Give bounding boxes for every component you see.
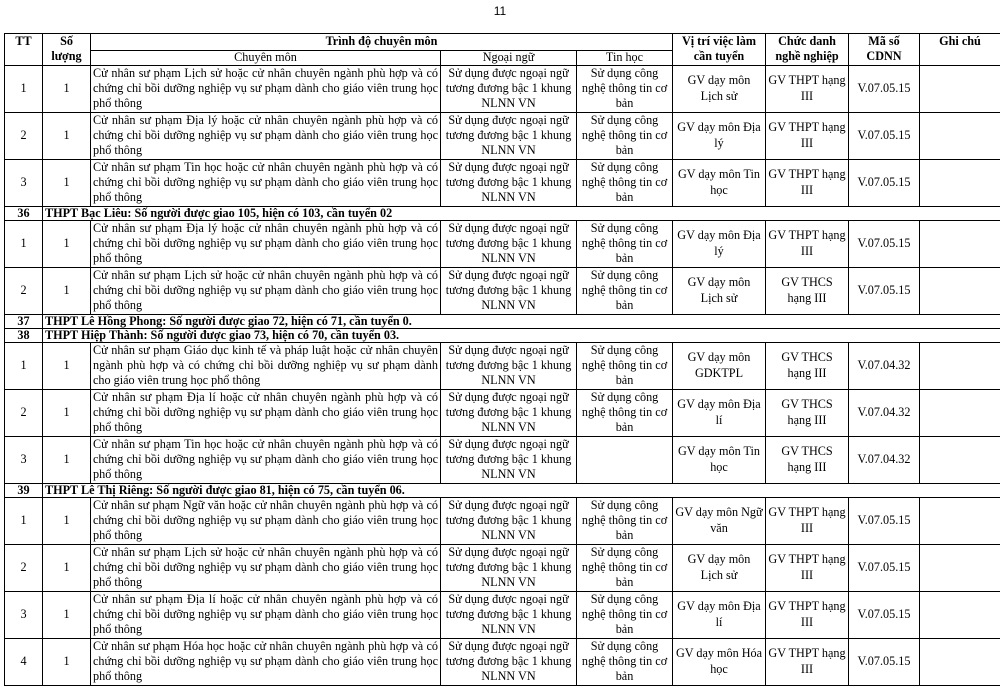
row-chuc-danh <box>766 112 849 159</box>
header-ma-so: Mã số CDNN <box>849 34 920 66</box>
section-number: 37 <box>5 314 43 328</box>
row-tin-hoc <box>577 112 673 159</box>
row-chuyen-mon-text: Cử nhân sư phạm Địa lí hoặc cử nhân chuyên ngành phù hợp và có chứng chỉ bồi dưỡng nghiệp vụ sư phạm dành cho giáo viên trung học phổ thông <box>93 389 438 435</box>
table-row <box>5 267 1000 314</box>
section-number: 38 <box>5 328 43 342</box>
row-chuc-danh <box>766 159 849 206</box>
row-vi-tri <box>673 544 766 591</box>
row-tin-hoc <box>577 544 673 591</box>
row-chuyen-mon <box>91 267 441 314</box>
section-row <box>5 206 1000 220</box>
row-tt-text: 1 <box>20 512 27 527</box>
row-vi-tri-text: GV dạy môn Địa lí <box>677 397 761 427</box>
row-tin-hoc <box>577 389 673 436</box>
row-chuc-danh-text: GV THCS hạng III <box>781 444 833 474</box>
section-number: 39 <box>5 483 43 497</box>
row-ngoai-ngu-text: Sử dụng được ngoại ngữ tương đương bậc 1 khung NLNN VN <box>445 65 572 111</box>
row-vi-tri <box>673 591 766 638</box>
row-chuyen-mon <box>91 638 441 685</box>
row-tin-hoc-text: Sử dụng công nghệ thông tin cơ bản <box>581 159 668 205</box>
row-ngoai-ngu-text: Sử dụng được ngoại ngữ tương đương bậc 1 khung NLNN VN <box>445 389 572 435</box>
row-so-luong-text: 1 <box>63 653 70 668</box>
row-vi-tri-text: GV dạy môn Lịch sử <box>687 73 751 103</box>
table-row <box>5 159 1000 206</box>
row-ghi-chu <box>920 267 1000 314</box>
header-chuc-danh: Chức danh nghề nghiệp <box>766 34 849 66</box>
row-vi-tri-text: GV dạy môn Tin học <box>677 444 761 474</box>
row-ma-so <box>849 638 920 685</box>
row-chuyen-mon <box>91 389 441 436</box>
row-tin-hoc-text: Sử dụng công nghệ thông tin cơ bản <box>581 389 668 435</box>
row-so-luong-text: 1 <box>63 80 70 95</box>
row-ma-so-text: V.07.04.32 <box>857 451 911 466</box>
row-ngoai-ngu-text: Sử dụng được ngoại ngữ tương đương bậc 1 khung NLNN VN <box>445 112 572 158</box>
row-so-luong-text: 1 <box>63 174 70 189</box>
row-ma-so-text: V.07.05.15 <box>857 512 911 527</box>
row-tt-text: 1 <box>20 235 27 250</box>
row-vi-tri-text: GV dạy môn GDKTPL <box>687 350 751 380</box>
row-tin-hoc <box>577 497 673 544</box>
row-ngoai-ngu <box>441 544 577 591</box>
row-chuyen-mon-text: Cử nhân sư phạm Hóa học hoặc cử nhân chuyên ngành phù hợp và có chứng chỉ bồi dưỡng nghiệp vụ sư phạm dành cho giáo viên trung học phổ thông <box>93 638 438 684</box>
row-ma-so <box>849 497 920 544</box>
row-ghi-chu <box>920 497 1000 544</box>
row-ghi-chu <box>920 159 1000 206</box>
row-chuc-danh-text: GV THPT hạng III <box>768 167 846 197</box>
row-so-luong-text: 1 <box>63 357 70 372</box>
header-vi-tri: Vị trí việc làm cần tuyển <box>673 34 766 66</box>
row-ma-so-text: V.07.05.15 <box>857 127 911 142</box>
row-chuyen-mon-text: Cử nhân sư phạm Tin học hoặc cử nhân chuyên ngành phù hợp và có chứng chỉ bồi dưỡng nghiệp vụ sư phạm dành cho giáo viên trung học phổ thông <box>93 436 438 482</box>
row-ghi-chu <box>920 436 1000 483</box>
row-tin-hoc-text: Sử dụng công nghệ thông tin cơ bản <box>581 591 668 637</box>
row-vi-tri-text: GV dạy môn Tin học <box>677 167 761 197</box>
row-so-luong-text: 1 <box>63 559 70 574</box>
row-so-luong-text: 1 <box>63 451 70 466</box>
section-title: THPT Hiệp Thành: Số người được giao 73, hiện có 70, cần tuyển 03. <box>43 328 1000 342</box>
row-ngoai-ngu-text: Sử dụng được ngoại ngữ tương đương bậc 1 khung NLNN VN <box>445 267 572 313</box>
row-tin-hoc-text: Sử dụng công nghệ thông tin cơ bản <box>581 497 668 543</box>
row-tt-text: 1 <box>20 80 27 95</box>
row-so-luong-text: 1 <box>63 282 70 297</box>
row-ghi-chu <box>920 112 1000 159</box>
row-chuc-danh <box>766 65 849 112</box>
row-chuyen-mon <box>91 591 441 638</box>
row-tin-hoc-text: Sử dụng công nghệ thông tin cơ bản <box>581 267 668 313</box>
section-row <box>5 483 1000 497</box>
row-chuyen-mon-text: Cử nhân sư phạm Lịch sử hoặc cử nhân chuyên ngành phù hợp và có chứng chỉ bồi dưỡng nghiệp vụ sư phạm dành cho giáo viên trung học phổ thông <box>93 267 438 313</box>
row-chuc-danh-text: GV THPT hạng III <box>768 228 846 258</box>
row-so-luong <box>43 638 91 685</box>
row-vi-tri <box>673 638 766 685</box>
table-row <box>5 65 1000 112</box>
row-vi-tri <box>673 342 766 389</box>
table-row <box>5 497 1000 544</box>
table-row <box>5 544 1000 591</box>
row-ghi-chu <box>920 544 1000 591</box>
row-tin-hoc <box>577 638 673 685</box>
table-row <box>5 220 1000 267</box>
row-ngoai-ngu-text: Sử dụng được ngoại ngữ tương đương bậc 1 khung NLNN VN <box>445 220 572 266</box>
row-tt <box>5 497 43 544</box>
row-tt-text: 3 <box>20 174 27 189</box>
row-chuyen-mon <box>91 497 441 544</box>
row-so-luong <box>43 220 91 267</box>
row-ma-so-text: V.07.04.32 <box>857 404 911 419</box>
row-chuc-danh-text: GV THPT hạng III <box>768 646 846 676</box>
header-tin-hoc: Tin học <box>577 51 673 65</box>
row-ma-so-text: V.07.05.15 <box>857 174 911 189</box>
row-so-luong <box>43 591 91 638</box>
section-number: 36 <box>5 206 43 220</box>
row-chuyen-mon-text: Cử nhân sư phạm Lịch sử hoặc cử nhân chuyên ngành phù hợp và có chứng chỉ bồi dưỡng nghiệp vụ sư phạm dành cho giáo viên trung học phổ thông <box>93 544 438 590</box>
row-ngoai-ngu <box>441 267 577 314</box>
row-tt-text: 4 <box>20 653 27 668</box>
row-so-luong-text: 1 <box>63 512 70 527</box>
row-chuc-danh-text: GV THCS hạng III <box>781 397 833 427</box>
row-tt <box>5 638 43 685</box>
row-ma-so <box>849 389 920 436</box>
row-so-luong <box>43 112 91 159</box>
row-ma-so-text: V.07.04.32 <box>857 357 911 372</box>
row-tt-text: 2 <box>20 127 27 142</box>
row-ngoai-ngu <box>441 497 577 544</box>
row-tin-hoc-text: Sử dụng công nghệ thông tin cơ bản <box>581 220 668 266</box>
row-ma-so-text: V.07.05.15 <box>857 559 911 574</box>
row-ma-so-text: V.07.05.15 <box>857 653 911 668</box>
header-chuyen-mon: Chuyên môn <box>91 51 441 65</box>
row-tt-text: 3 <box>20 451 27 466</box>
row-tin-hoc <box>577 591 673 638</box>
row-chuc-danh-text: GV THPT hạng III <box>768 552 846 582</box>
row-ghi-chu <box>920 220 1000 267</box>
row-ma-so <box>849 342 920 389</box>
row-tin-hoc-text: Sử dụng công nghệ thông tin cơ bản <box>581 638 668 684</box>
row-so-luong <box>43 436 91 483</box>
row-vi-tri <box>673 389 766 436</box>
row-ma-so-text: V.07.05.15 <box>857 282 911 297</box>
row-tin-hoc <box>577 159 673 206</box>
row-chuyen-mon <box>91 220 441 267</box>
row-chuc-danh <box>766 591 849 638</box>
row-ma-so <box>849 112 920 159</box>
row-tt <box>5 436 43 483</box>
table-row <box>5 342 1000 389</box>
header-ghi-chu: Ghi chú <box>920 34 1000 66</box>
section-title: THPT Lê Thị Riêng: Số người được giao 81, hiện có 75, cần tuyển 06. <box>43 483 1000 497</box>
row-so-luong-text: 1 <box>63 127 70 142</box>
row-ma-so-text: V.07.05.15 <box>857 606 911 621</box>
row-ma-so <box>849 65 920 112</box>
row-chuyen-mon-text: Cử nhân sư phạm Địa lý hoặc cử nhân chuyên ngành phù hợp và có chứng chỉ bồi dưỡng nghiệp vụ sư phạm dành cho giáo viên trung học phổ thông <box>93 112 438 158</box>
row-tt <box>5 544 43 591</box>
row-ghi-chu <box>920 65 1000 112</box>
row-so-luong <box>43 497 91 544</box>
table-row <box>5 638 1000 685</box>
row-chuc-danh <box>766 342 849 389</box>
row-ngoai-ngu <box>441 389 577 436</box>
row-ngoai-ngu-text: Sử dụng được ngoại ngữ tương đương bậc 1 khung NLNN VN <box>445 544 572 590</box>
row-tin-hoc-text: Sử dụng công nghệ thông tin cơ bản <box>581 65 668 111</box>
section-row <box>5 328 1000 342</box>
row-ma-so <box>849 159 920 206</box>
row-chuc-danh <box>766 638 849 685</box>
row-ma-so <box>849 436 920 483</box>
row-so-luong-text: 1 <box>63 404 70 419</box>
row-tt <box>5 159 43 206</box>
row-vi-tri <box>673 267 766 314</box>
row-chuc-danh <box>766 267 849 314</box>
row-chuc-danh <box>766 436 849 483</box>
row-chuyen-mon <box>91 342 441 389</box>
page-number: 11 <box>493 4 507 18</box>
row-vi-tri-text: GV dạy môn Ngữ văn <box>675 505 763 535</box>
row-tt-text: 2 <box>20 404 27 419</box>
row-ngoai-ngu <box>441 591 577 638</box>
row-so-luong <box>43 342 91 389</box>
row-ghi-chu <box>920 389 1000 436</box>
table-row <box>5 112 1000 159</box>
row-ngoai-ngu <box>441 342 577 389</box>
row-ngoai-ngu-text: Sử dụng được ngoại ngữ tương đương bậc 1 khung NLNN VN <box>445 497 572 543</box>
row-vi-tri-text: GV dạy môn Hóa học <box>675 646 763 676</box>
row-chuc-danh-text: GV THPT hạng III <box>768 120 846 150</box>
row-chuc-danh <box>766 497 849 544</box>
row-tt <box>5 220 43 267</box>
row-vi-tri <box>673 436 766 483</box>
row-tin-hoc-text: Sử dụng công nghệ thông tin cơ bản <box>581 544 668 590</box>
row-ma-so <box>849 267 920 314</box>
row-chuyen-mon-text: Cử nhân sư phạm Địa lí hoặc cử nhân chuyên ngành phù hợp và có chứng chỉ bồi dưỡng nghiệp vụ sư phạm dành cho giáo viên trung học phổ thông <box>93 591 438 637</box>
header-tt: TT <box>5 34 43 66</box>
row-chuc-danh-text: GV THPT hạng III <box>768 599 846 629</box>
row-so-luong-text: 1 <box>63 235 70 250</box>
row-vi-tri-text: GV dạy môn Lịch sử <box>687 552 751 582</box>
row-chuc-danh <box>766 544 849 591</box>
row-chuc-danh-text: GV THCS hạng III <box>781 350 833 380</box>
row-chuc-danh-text: GV THPT hạng III <box>768 505 846 535</box>
row-tt <box>5 112 43 159</box>
row-tt-text: 3 <box>20 606 27 621</box>
row-tt <box>5 591 43 638</box>
table-row <box>5 591 1000 638</box>
row-ma-so <box>849 544 920 591</box>
row-tt-text: 2 <box>20 559 27 574</box>
row-ngoai-ngu <box>441 112 577 159</box>
row-so-luong <box>43 267 91 314</box>
row-chuyen-mon <box>91 159 441 206</box>
header-trinh-do: Trình độ chuyên môn <box>91 34 673 51</box>
row-so-luong <box>43 159 91 206</box>
row-chuc-danh <box>766 220 849 267</box>
row-chuyen-mon-text: Cử nhân sư phạm Giáo dục kinh tế và pháp luật hoặc cử nhân chuyên ngành phù hợp và có chứng chỉ bồi dưỡng nghiệp vụ sư phạm dành cho giáo viên trung học phổ thông <box>93 342 438 388</box>
row-so-luong <box>43 544 91 591</box>
row-chuyen-mon <box>91 112 441 159</box>
row-chuc-danh-text: GV THCS hạng III <box>781 275 833 305</box>
row-chuc-danh-text: GV THPT hạng III <box>768 73 846 103</box>
row-ma-so <box>849 591 920 638</box>
row-vi-tri <box>673 220 766 267</box>
row-chuyen-mon-text: Cử nhân sư phạm Ngữ văn hoặc cử nhân chuyên ngành phù hợp và có chứng chỉ bồi dưỡng nghiệp vụ sư phạm dành cho giáo viên trung học phổ thông <box>93 497 438 543</box>
section-title: THPT Bạc Liêu: Số người được giao 105, hiện có 103, cần tuyển 02 <box>43 206 1000 220</box>
row-tt <box>5 389 43 436</box>
row-chuc-danh <box>766 389 849 436</box>
row-ngoai-ngu-text: Sử dụng được ngoại ngữ tương đương bậc 1 khung NLNN VN <box>445 436 572 482</box>
row-tin-hoc <box>577 220 673 267</box>
row-tt <box>5 65 43 112</box>
row-vi-tri-text: GV dạy môn Địa lý <box>677 120 761 150</box>
row-ma-so <box>849 220 920 267</box>
recruitment-table <box>4 33 1000 686</box>
row-so-luong-text: 1 <box>63 606 70 621</box>
row-chuyen-mon-text: Cử nhân sư phạm Lịch sử hoặc cử nhân chuyên ngành phù hợp và có chứng chỉ bồi dưỡng nghiệp vụ sư phạm dành cho giáo viên trung học phổ thông <box>93 65 438 111</box>
row-ghi-chu <box>920 638 1000 685</box>
row-vi-tri <box>673 159 766 206</box>
row-ma-so-text: V.07.05.15 <box>857 80 911 95</box>
row-so-luong <box>43 65 91 112</box>
row-tin-hoc <box>577 65 673 112</box>
section-title: THPT Lê Hồng Phong: Số người được giao 72, hiện có 71, cần tuyển 0. <box>43 314 1000 328</box>
row-tin-hoc-text: Sử dụng công nghệ thông tin cơ bản <box>581 342 668 388</box>
row-chuyen-mon <box>91 544 441 591</box>
row-tt <box>5 267 43 314</box>
row-vi-tri-text: GV dạy môn Địa lý <box>677 228 761 258</box>
row-chuyen-mon-text: Cử nhân sư phạm Tin học hoặc cử nhân chuyên ngành phù hợp và có chứng chỉ bồi dưỡng nghiệp vụ sư phạm dành cho giáo viên trung học phổ thông <box>93 159 438 205</box>
row-ngoai-ngu <box>441 220 577 267</box>
row-chuyen-mon-text: Cử nhân sư phạm Địa lý hoặc cử nhân chuyên ngành phù hợp và có chứng chỉ bồi dưỡng nghiệp vụ sư phạm dành cho giáo viên trung học phổ thông <box>93 220 438 266</box>
row-vi-tri <box>673 65 766 112</box>
row-ghi-chu <box>920 591 1000 638</box>
row-vi-tri <box>673 112 766 159</box>
table-row <box>5 436 1000 483</box>
row-tin-hoc <box>577 436 673 483</box>
row-ngoai-ngu <box>441 638 577 685</box>
row-vi-tri <box>673 497 766 544</box>
row-ngoai-ngu <box>441 65 577 112</box>
row-tt-text: 1 <box>20 357 27 372</box>
row-vi-tri-text: GV dạy môn Địa lí <box>677 599 761 629</box>
header-ngoai-ngu: Ngoại ngữ <box>441 51 577 65</box>
table-row <box>5 389 1000 436</box>
row-tin-hoc <box>577 267 673 314</box>
row-chuyen-mon <box>91 65 441 112</box>
row-chuyen-mon <box>91 436 441 483</box>
row-ngoai-ngu <box>441 159 577 206</box>
row-tin-hoc-text: Sử dụng công nghệ thông tin cơ bản <box>581 112 668 158</box>
row-ngoai-ngu <box>441 436 577 483</box>
section-row <box>5 314 1000 328</box>
row-ngoai-ngu-text: Sử dụng được ngoại ngữ tương đương bậc 1 khung NLNN VN <box>445 342 572 388</box>
row-ma-so-text: V.07.05.15 <box>857 235 911 250</box>
row-ngoai-ngu-text: Sử dụng được ngoại ngữ tương đương bậc 1 khung NLNN VN <box>445 638 572 684</box>
row-tt-text: 2 <box>20 282 27 297</box>
row-ngoai-ngu-text: Sử dụng được ngoại ngữ tương đương bậc 1 khung NLNN VN <box>445 159 572 205</box>
row-vi-tri-text: GV dạy môn Lịch sử <box>687 275 751 305</box>
row-tin-hoc <box>577 342 673 389</box>
row-so-luong <box>43 389 91 436</box>
row-tt <box>5 342 43 389</box>
row-ghi-chu <box>920 342 1000 389</box>
row-ngoai-ngu-text: Sử dụng được ngoại ngữ tương đương bậc 1 khung NLNN VN <box>445 591 572 637</box>
header-so-luong: Số lượng <box>43 34 91 66</box>
